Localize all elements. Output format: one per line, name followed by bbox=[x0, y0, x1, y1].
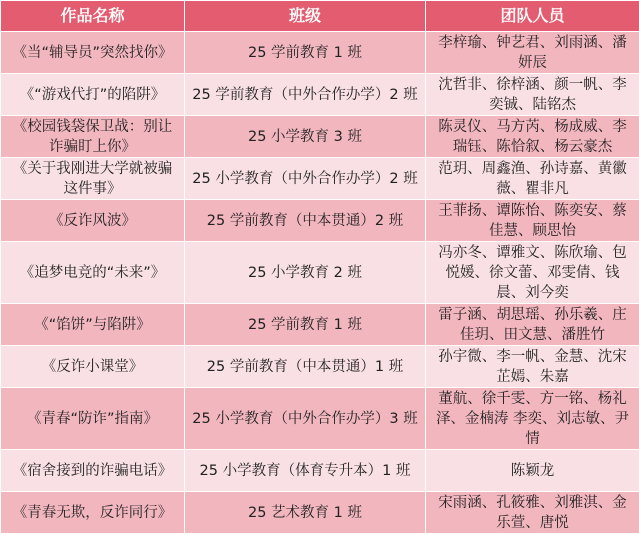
header-work-title: 作品名称 bbox=[1, 1, 185, 32]
header-row bbox=[1, 1, 639, 32]
class-cell: 25 学前教育 1 班 bbox=[185, 32, 426, 74]
class-cell: 25 学前教育 1 班 bbox=[185, 304, 426, 346]
table-row bbox=[1, 304, 639, 346]
table-row bbox=[1, 74, 639, 116]
members-cell: 董航、徐千雯、方一铭、杨礼泽、金楠涛 李奕、刘志敏、尹情 bbox=[426, 388, 639, 450]
members-cell: 陈颖龙 bbox=[426, 450, 639, 492]
table-row bbox=[1, 450, 639, 492]
table-row bbox=[1, 492, 639, 534]
table-row bbox=[1, 346, 639, 388]
work-title-cell: 《关于我刚进大学就被骗这件事》 bbox=[1, 158, 185, 200]
members-cell: 冯亦冬、谭雅文、陈欣瑜、包悦媛、徐文蕾、邓雯倩、钱晨、刘今奕 bbox=[426, 242, 639, 304]
work-title-cell: 《追梦电竞的“未来”》 bbox=[1, 242, 185, 304]
table-row bbox=[1, 242, 639, 304]
work-title-cell: 《校园钱袋保卫战：别让诈骗盯上你》 bbox=[1, 116, 185, 158]
header-class: 班级 bbox=[185, 1, 426, 32]
work-title-cell: 《当“辅导员”突然找你》 bbox=[1, 32, 185, 74]
header-team-members: 团队人员 bbox=[426, 1, 639, 32]
class-cell: 25 小学教育 3 班 bbox=[185, 116, 426, 158]
class-cell: 25 艺术教育 1 班 bbox=[185, 492, 426, 534]
class-cell: 25 学前教育（中外合作办学）2 班 bbox=[185, 74, 426, 116]
class-cell: 25 小学教育（中外合作办学）2 班 bbox=[185, 158, 426, 200]
table-row bbox=[1, 200, 639, 242]
class-cell: 25 学前教育（中本贯通）1 班 bbox=[185, 346, 426, 388]
table-row bbox=[1, 116, 639, 158]
class-cell: 25 小学教育（体育专升本）1 班 bbox=[185, 450, 426, 492]
work-title-cell: 《反诈风波》 bbox=[1, 200, 185, 242]
members-cell: 李梓瑜、钟艺君、刘雨涵、潘妍辰 bbox=[426, 32, 639, 74]
work-title-cell: 《反诈小课堂》 bbox=[1, 346, 185, 388]
table-row bbox=[1, 158, 639, 200]
members-cell: 范玥、周鑫渔、孙诗嘉、黄徽薇、瞿非凡 bbox=[426, 158, 639, 200]
members-cell: 宋雨涵、孔筱雅、刘雅淇、金乐萱、唐悦 bbox=[426, 492, 639, 534]
members-cell: 沈哲非、徐梓涵、颜一帆、李奕铖、陆铭杰 bbox=[426, 74, 639, 116]
work-title-cell: 《青春“防诈”指南》 bbox=[1, 388, 185, 450]
members-cell: 孙宇微、李一帆、金慧、沈宋芷嫣、朱嘉 bbox=[426, 346, 639, 388]
work-title-cell: 《宿舍接到的诈骗电话》 bbox=[1, 450, 185, 492]
table-row bbox=[1, 388, 639, 450]
work-title-cell: 《“馅饼”与陷阱》 bbox=[1, 304, 185, 346]
members-cell: 王菲扬、谭陈怡、陈奕安、蔡佳慧、顾思怡 bbox=[426, 200, 639, 242]
class-cell: 25 学前教育（中本贯通）2 班 bbox=[185, 200, 426, 242]
members-cell: 雷子涵、胡思瑶、孙乐羲、庄佳玥、田文慧、潘胜竹 bbox=[426, 304, 639, 346]
class-cell: 25 小学教育 2 班 bbox=[185, 242, 426, 304]
table-row bbox=[1, 32, 639, 74]
members-cell: 陈灵仪、马方芮、杨成威、李瑞钰、陈恰叙、杨云豪杰 bbox=[426, 116, 639, 158]
class-cell: 25 小学教育（中外合作办学）3 班 bbox=[185, 388, 426, 450]
work-title-cell: 《青春无欺，反诈同行》 bbox=[1, 492, 185, 534]
work-title-cell: 《“游戏代打”的陷阱》 bbox=[1, 74, 185, 116]
